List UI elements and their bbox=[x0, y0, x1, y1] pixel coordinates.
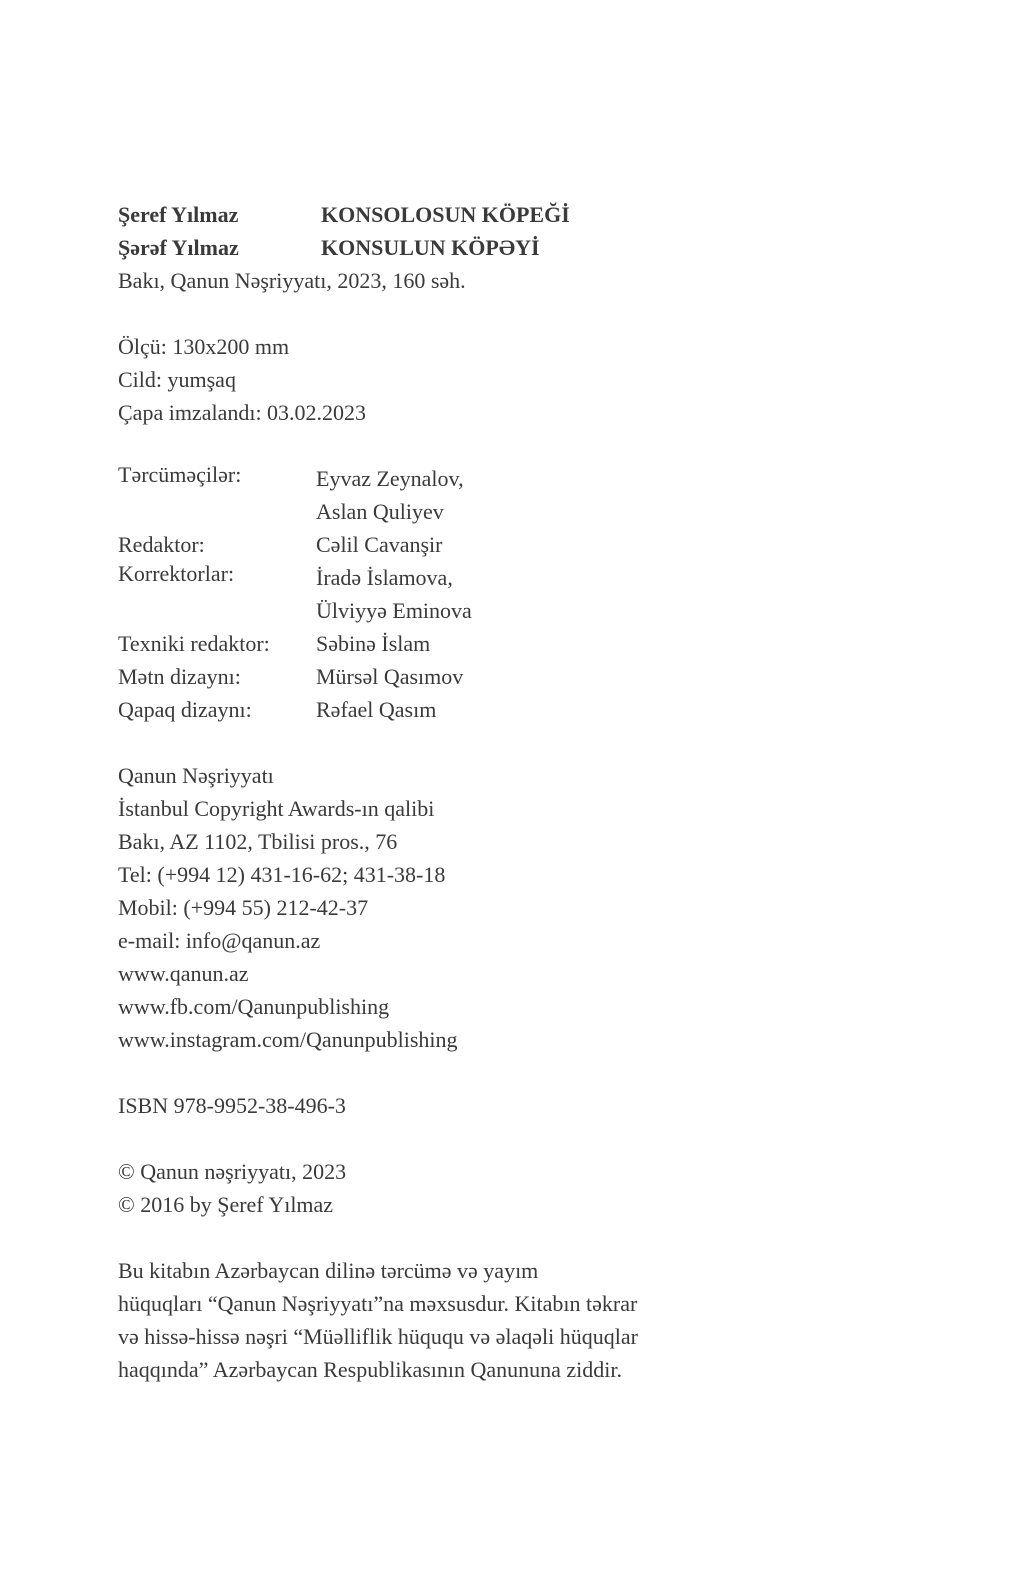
credit-name: Cəlil Cavanşir bbox=[316, 532, 443, 557]
publisher-address: Bakı, AZ 1102, Tbilisi pros., 76 bbox=[118, 829, 398, 854]
notice-line: Bu kitabın Azərbaycan dilinə tərcümə və yayım bbox=[118, 1258, 539, 1283]
notice-line: hüquqları “Qanun Nəşriyyatı”na məxsusdur. Kitabın təkrar bbox=[118, 1291, 638, 1316]
credit-role: Tərcüməçilər: bbox=[118, 462, 242, 487]
credit-name: Ülviyyə Eminova bbox=[316, 598, 472, 623]
credit-text-design bbox=[118, 660, 938, 693]
publisher-website: www.qanun.az bbox=[118, 961, 249, 986]
credit-role: Redaktor: bbox=[118, 532, 205, 557]
publisher-email: e-mail: info@qanun.az bbox=[118, 928, 321, 953]
original-author: Şeref Yılmaz bbox=[118, 202, 239, 227]
spec-signed: Çapa imzalandı: 03.02.2023 bbox=[118, 400, 367, 425]
credit-cover-design bbox=[118, 693, 938, 726]
credit-role: Korrektorlar: bbox=[118, 561, 235, 586]
copyright-author: © 2016 by Şeref Yılmaz bbox=[118, 1192, 334, 1217]
credit-name: Mürsəl Qasımov bbox=[316, 664, 464, 689]
original-title: KONSOLOSUN KÖPEĞİ bbox=[321, 202, 570, 227]
credit-editor bbox=[118, 528, 938, 561]
credit-role: Qapaq dizaynı: bbox=[118, 697, 252, 722]
credit-name: Eyvaz Zeynalov, bbox=[316, 466, 464, 491]
credit-name: Aslan Quliyev bbox=[316, 499, 444, 524]
credit-name: Rəfael Qasım bbox=[316, 697, 437, 722]
isbn: ISBN 978-9952-38-496-3 bbox=[118, 1093, 346, 1118]
spec-size: Ölçü: 130x200 mm bbox=[118, 334, 290, 359]
credit-name: İradə İslamova, bbox=[316, 565, 453, 590]
publisher-award: İstanbul Copyright Awards-ın qalibi bbox=[118, 796, 435, 821]
copyright-publisher: © Qanun nəşriyyatı, 2023 bbox=[118, 1159, 347, 1184]
rights-notice bbox=[118, 1254, 938, 1386]
credit-role: Texniki redaktor: bbox=[118, 631, 270, 656]
publisher-tel: Tel: (+994 12) 431-16-62; 431-38-18 bbox=[118, 862, 446, 887]
credit-proofreaders bbox=[118, 561, 938, 627]
notice-line: haqqında” Azərbaycan Respublikasının Qanununa ziddir. bbox=[118, 1357, 623, 1382]
spec-binding: Cild: yumşaq bbox=[118, 367, 236, 392]
publisher-mobile: Mobil: (+994 55) 212-42-37 bbox=[118, 895, 369, 920]
imprint-line: Bakı, Qanun Nəşriyyatı, 2023, 160 səh. bbox=[118, 268, 466, 293]
credit-name: Səbinə İslam bbox=[316, 631, 431, 656]
translated-author: Şərəf Yılmaz bbox=[118, 235, 239, 260]
credit-role: Mətn dizaynı: bbox=[118, 664, 241, 689]
credit-translators bbox=[118, 462, 938, 528]
imprint-page bbox=[118, 198, 938, 1386]
credit-technical-editor bbox=[118, 627, 938, 660]
notice-line: və hissə-hissə nəşri “Müəlliflik hüququ və əlaqəli hüquqlar bbox=[118, 1324, 638, 1349]
translated-title: KONSULUN KÖPƏYİ bbox=[321, 235, 540, 260]
original-title-row bbox=[118, 198, 938, 231]
publisher-facebook: www.fb.com/Qanunpublishing bbox=[118, 994, 390, 1019]
publisher-instagram: www.instagram.com/Qanunpublishing bbox=[118, 1027, 458, 1052]
translated-title-row bbox=[118, 231, 938, 264]
publisher-name: Qanun Nəşriyyatı bbox=[118, 763, 274, 788]
